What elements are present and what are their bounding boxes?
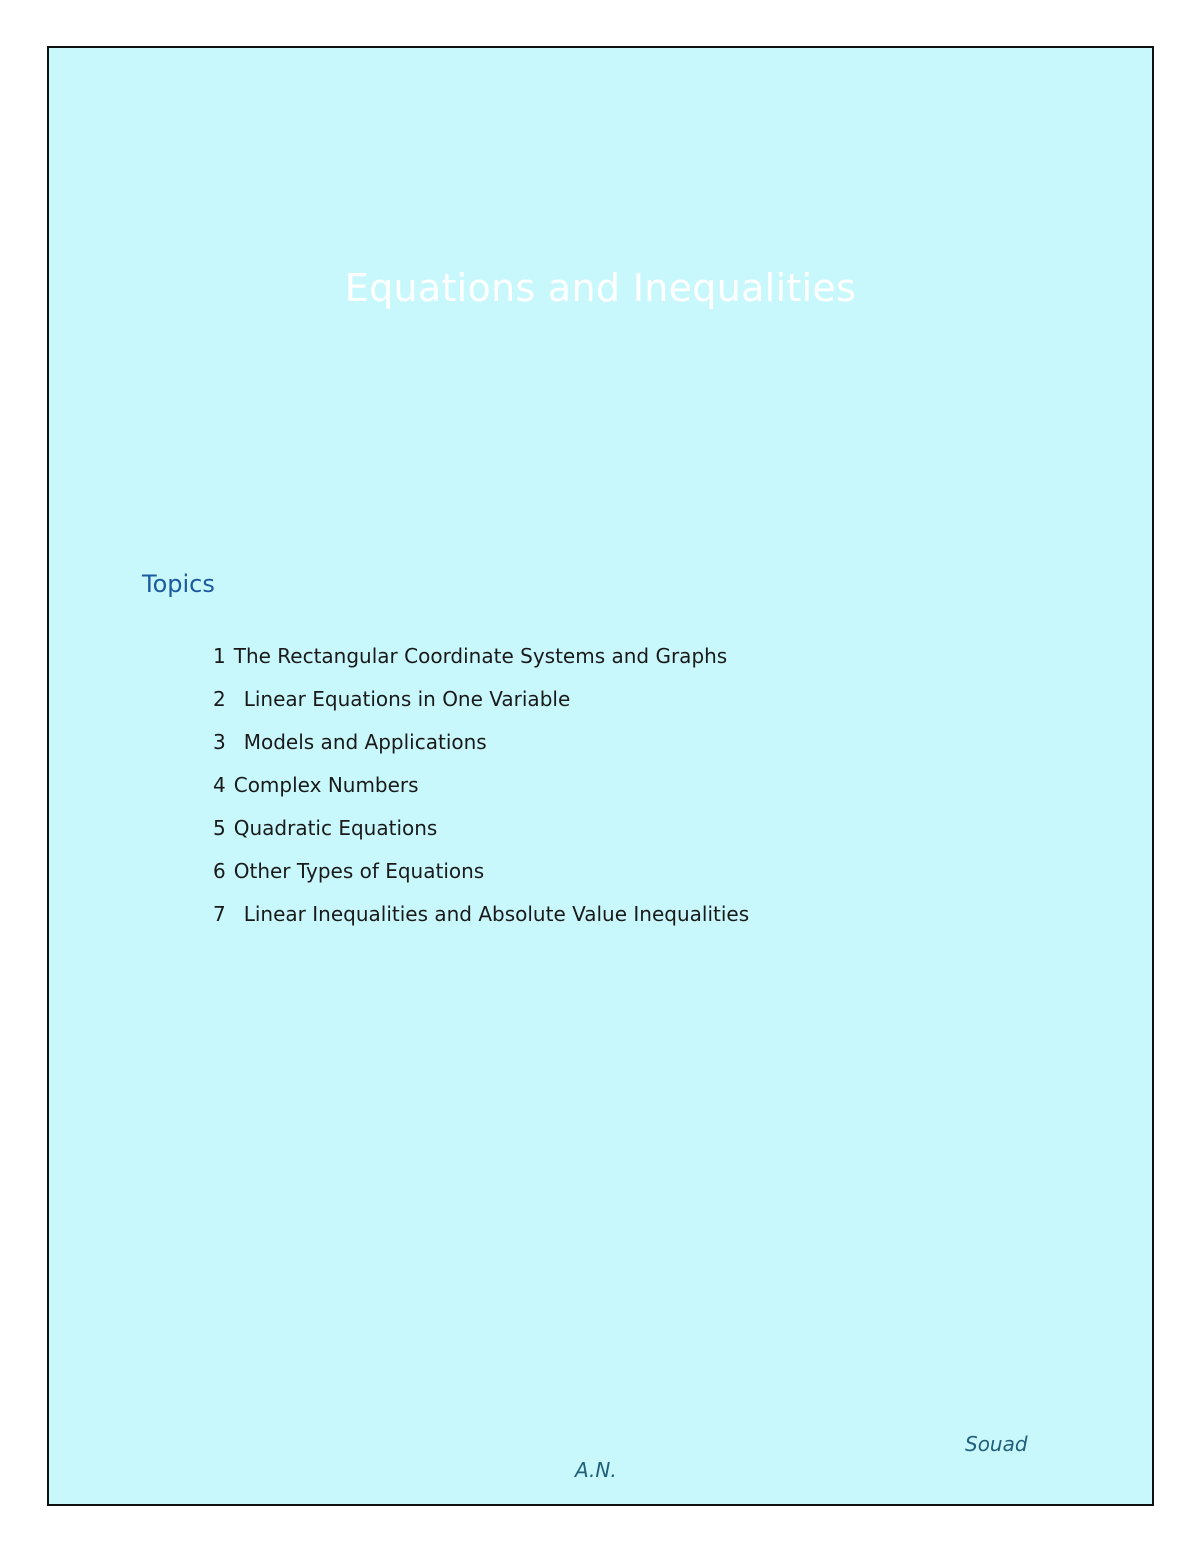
topic-list xyxy=(213,642,749,943)
topic-number: 6 xyxy=(213,859,226,883)
topic-number: 1 xyxy=(213,644,226,668)
topic-label: Complex Numbers xyxy=(233,773,419,797)
topic-label: The Rectangular Coordinate Systems and Graphs xyxy=(233,644,728,668)
topic-label: Quadratic Equations xyxy=(233,816,438,840)
topic-number: 2 xyxy=(213,687,226,711)
topic-item xyxy=(213,642,749,685)
topic-item xyxy=(213,857,749,900)
topic-number: 7 xyxy=(213,902,226,926)
topic-label: Linear Inequalities and Absolute Value Inequalities xyxy=(243,902,750,926)
topic-number: 5 xyxy=(213,816,226,840)
topic-item xyxy=(213,685,749,728)
author-name: Souad xyxy=(965,1432,1028,1456)
topic-item xyxy=(213,728,749,771)
author-initials: A.N. xyxy=(575,1458,617,1482)
topic-label: Linear Equations in One Variable xyxy=(243,687,571,711)
document-page xyxy=(47,46,1154,1506)
topic-item xyxy=(213,900,749,943)
topic-item xyxy=(213,771,749,814)
topic-number: 4 xyxy=(213,773,226,797)
topic-item xyxy=(213,814,749,857)
topic-number: 3 xyxy=(213,730,226,754)
topics-heading: Topics xyxy=(142,570,215,598)
topic-label: Models and Applications xyxy=(243,730,487,754)
topic-label: Other Types of Equations xyxy=(233,859,485,883)
document-title: Equations and Inequalities xyxy=(344,266,857,310)
